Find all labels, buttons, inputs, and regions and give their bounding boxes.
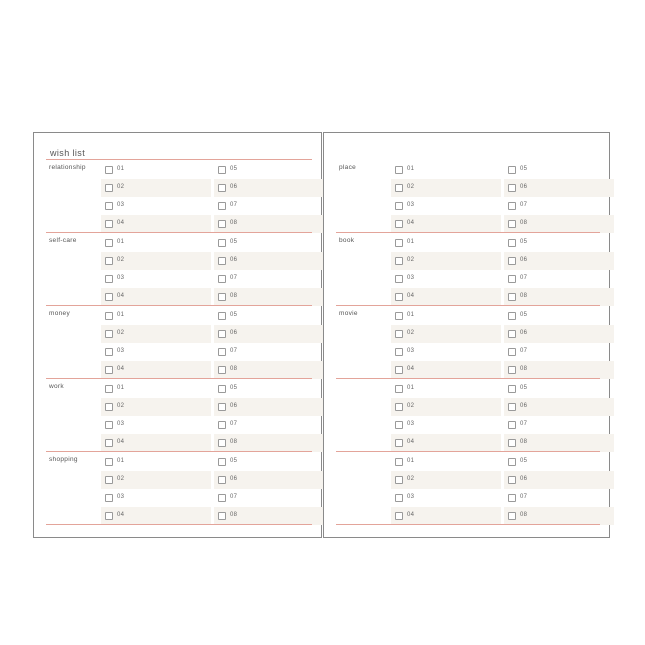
wish-item-row (391, 288, 501, 306)
item-number: 07 (520, 348, 528, 354)
checkbox[interactable] (105, 239, 113, 247)
checkbox[interactable] (105, 494, 113, 502)
wish-item-row (101, 252, 211, 270)
item-number: 08 (520, 220, 528, 226)
checkbox[interactable] (395, 439, 403, 447)
item-number: 06 (520, 184, 528, 190)
wish-item-row (391, 307, 501, 325)
checkbox[interactable] (218, 403, 226, 411)
checkbox[interactable] (395, 330, 403, 338)
checkbox[interactable] (218, 312, 226, 320)
wish-item-row (391, 179, 501, 197)
checkbox[interactable] (395, 239, 403, 247)
item-number: 03 (407, 275, 415, 281)
item-number: 03 (407, 494, 415, 500)
item-number: 08 (520, 366, 528, 372)
checkbox[interactable] (105, 403, 113, 411)
wish-item-row (101, 307, 211, 325)
checkbox[interactable] (218, 512, 226, 520)
section-label: relationship (49, 164, 86, 171)
item-number: 03 (117, 348, 125, 354)
item-number: 01 (117, 312, 125, 318)
item-number: 03 (117, 275, 125, 281)
checkbox[interactable] (508, 184, 516, 192)
item-number: 06 (230, 330, 238, 336)
item-number: 03 (117, 202, 125, 208)
item-number: 05 (520, 239, 528, 245)
wish-item-row (101, 179, 211, 197)
checkbox[interactable] (395, 385, 403, 393)
item-number: 04 (407, 366, 415, 372)
wish-item-row (101, 380, 211, 398)
checkbox[interactable] (105, 275, 113, 283)
item-number: 01 (407, 385, 415, 391)
wish-item-row (214, 325, 324, 343)
checkbox[interactable] (508, 494, 516, 502)
wish-item-row (391, 215, 501, 233)
checkbox[interactable] (508, 202, 516, 210)
item-number: 05 (230, 458, 238, 464)
item-number: 07 (230, 275, 238, 281)
item-number: 02 (117, 476, 125, 482)
wish-item-row (214, 179, 324, 197)
section-divider (46, 524, 312, 525)
section-label: book (339, 237, 355, 244)
item-number: 03 (407, 348, 415, 354)
wish-item-row (101, 161, 211, 179)
wish-item-row (101, 288, 211, 306)
wish-item-row (214, 343, 324, 361)
checkbox[interactable] (105, 458, 113, 466)
wish-item-row (214, 471, 324, 489)
checkbox[interactable] (105, 220, 113, 228)
wish-item-row (391, 398, 501, 416)
checkbox[interactable] (218, 275, 226, 283)
checkbox[interactable] (218, 476, 226, 484)
checkbox[interactable] (508, 330, 516, 338)
item-number: 01 (407, 458, 415, 464)
item-number: 08 (230, 293, 238, 299)
checkbox[interactable] (218, 439, 226, 447)
section-label: movie (339, 310, 358, 317)
checkbox[interactable] (218, 293, 226, 301)
wish-item-row (504, 343, 614, 361)
wish-item-row (101, 507, 211, 525)
item-number: 07 (230, 494, 238, 500)
checkbox[interactable] (395, 403, 403, 411)
checkbox[interactable] (218, 494, 226, 502)
item-number: 08 (520, 293, 528, 299)
item-number: 07 (520, 421, 528, 427)
item-number: 04 (407, 439, 415, 445)
item-number: 05 (520, 166, 528, 172)
checkbox[interactable] (508, 312, 516, 320)
checkbox[interactable] (508, 293, 516, 301)
right-section (336, 306, 600, 379)
wish-item-row (214, 307, 324, 325)
checkbox[interactable] (105, 257, 113, 265)
wish-item-row (214, 507, 324, 525)
item-number: 03 (117, 421, 125, 427)
checkbox[interactable] (395, 458, 403, 466)
item-number: 05 (230, 385, 238, 391)
checkbox[interactable] (395, 476, 403, 484)
wish-item-row (504, 161, 614, 179)
checkbox[interactable] (508, 257, 516, 265)
item-number: 06 (520, 476, 528, 482)
right-section (336, 233, 600, 306)
item-number: 04 (117, 366, 125, 372)
wish-item-row (214, 398, 324, 416)
item-number: 04 (117, 512, 125, 518)
wish-item-row (391, 234, 501, 252)
item-number: 02 (407, 403, 415, 409)
checkbox[interactable] (105, 476, 113, 484)
checkbox[interactable] (395, 293, 403, 301)
item-number: 06 (520, 257, 528, 263)
item-number: 04 (117, 293, 125, 299)
item-number: 02 (407, 257, 415, 263)
wish-item-row (101, 215, 211, 233)
wish-item-row (504, 270, 614, 288)
wish-item-row (214, 197, 324, 215)
item-number: 08 (230, 439, 238, 445)
left-section (46, 452, 312, 525)
item-number: 07 (230, 202, 238, 208)
wish-item-row (504, 453, 614, 471)
item-number: 06 (230, 476, 238, 482)
checkbox[interactable] (508, 166, 516, 174)
item-number: 01 (117, 166, 125, 172)
checkbox[interactable] (395, 312, 403, 320)
wish-item-row (504, 252, 614, 270)
item-number: 08 (230, 512, 238, 518)
wish-item-row (504, 361, 614, 379)
checkbox[interactable] (508, 239, 516, 247)
wish-item-row (214, 361, 324, 379)
checkbox[interactable] (508, 275, 516, 283)
wish-item-row (504, 434, 614, 452)
item-number: 01 (407, 166, 415, 172)
wish-item-row (101, 325, 211, 343)
wish-item-row (101, 361, 211, 379)
checkbox[interactable] (105, 202, 113, 210)
item-number: 02 (117, 330, 125, 336)
left-section (46, 160, 312, 233)
wish-item-row (504, 197, 614, 215)
section-label: work (49, 383, 64, 390)
checkbox[interactable] (218, 421, 226, 429)
checkbox[interactable] (105, 366, 113, 374)
item-number: 08 (230, 366, 238, 372)
item-number: 01 (117, 239, 125, 245)
wish-item-row (101, 453, 211, 471)
checkbox[interactable] (395, 366, 403, 374)
checkbox[interactable] (395, 202, 403, 210)
checkbox[interactable] (395, 421, 403, 429)
checkbox[interactable] (218, 220, 226, 228)
item-number: 02 (117, 403, 125, 409)
wish-item-row (101, 343, 211, 361)
checkbox[interactable] (105, 348, 113, 356)
item-number: 02 (407, 330, 415, 336)
right-page (323, 132, 610, 538)
section-label: self-care (49, 237, 77, 244)
item-number: 03 (117, 494, 125, 500)
checkbox[interactable] (508, 421, 516, 429)
wish-item-row (101, 489, 211, 507)
left-section (46, 379, 312, 452)
wish-item-row (391, 361, 501, 379)
wish-item-row (391, 416, 501, 434)
wish-item-row (391, 380, 501, 398)
item-number: 01 (117, 385, 125, 391)
item-number: 06 (230, 403, 238, 409)
checkbox[interactable] (105, 166, 113, 174)
checkbox[interactable] (508, 348, 516, 356)
item-number: 05 (520, 458, 528, 464)
wish-item-row (391, 471, 501, 489)
right-section (336, 379, 600, 452)
item-number: 04 (407, 220, 415, 226)
item-number: 05 (520, 385, 528, 391)
wish-item-row (214, 489, 324, 507)
wish-item-row (504, 398, 614, 416)
checkbox[interactable] (508, 458, 516, 466)
wish-item-row (214, 380, 324, 398)
wish-item-row (391, 270, 501, 288)
wish-item-row (214, 161, 324, 179)
wish-item-row (391, 161, 501, 179)
wish-item-row (504, 471, 614, 489)
item-number: 06 (520, 403, 528, 409)
checkbox[interactable] (218, 366, 226, 374)
left-page (33, 132, 322, 538)
wish-item-row (391, 343, 501, 361)
section-label: shopping (49, 456, 78, 463)
wish-item-row (504, 179, 614, 197)
wish-item-row (504, 307, 614, 325)
wish-item-row (391, 507, 501, 525)
item-number: 04 (407, 512, 415, 518)
item-number: 07 (520, 202, 528, 208)
checkbox[interactable] (218, 257, 226, 265)
section-divider (336, 524, 600, 525)
section-label: money (49, 310, 71, 317)
wish-item-row (214, 434, 324, 452)
item-number: 01 (407, 239, 415, 245)
checkbox[interactable] (508, 220, 516, 228)
wish-item-row (101, 234, 211, 252)
item-number: 07 (520, 275, 528, 281)
wish-item-row (214, 270, 324, 288)
item-number: 08 (230, 220, 238, 226)
wish-item-row (391, 197, 501, 215)
left-section (46, 233, 312, 306)
checkbox[interactable] (395, 494, 403, 502)
wish-item-row (101, 197, 211, 215)
checkbox[interactable] (395, 166, 403, 174)
wish-item-row (391, 434, 501, 452)
checkbox[interactable] (218, 458, 226, 466)
wish-item-row (101, 416, 211, 434)
wish-item-row (214, 234, 324, 252)
wish-item-row (504, 489, 614, 507)
checkbox[interactable] (395, 348, 403, 356)
item-number: 07 (230, 348, 238, 354)
wish-item-row (101, 434, 211, 452)
checkbox[interactable] (218, 184, 226, 192)
wish-item-row (214, 252, 324, 270)
wish-item-row (391, 453, 501, 471)
item-number: 03 (407, 421, 415, 427)
checkbox[interactable] (105, 330, 113, 338)
item-number: 08 (520, 512, 528, 518)
checkbox[interactable] (218, 385, 226, 393)
item-number: 04 (407, 293, 415, 299)
wish-item-row (504, 215, 614, 233)
wish-item-row (504, 325, 614, 343)
section-label: place (339, 164, 357, 171)
item-number: 07 (230, 421, 238, 427)
item-number: 06 (230, 184, 238, 190)
wish-item-row (214, 215, 324, 233)
item-number: 01 (407, 312, 415, 318)
checkbox[interactable] (105, 421, 113, 429)
checkbox[interactable] (395, 220, 403, 228)
checkbox[interactable] (218, 330, 226, 338)
checkbox[interactable] (395, 184, 403, 192)
page-title: wish list (50, 148, 86, 158)
wish-item-row (504, 288, 614, 306)
item-number: 02 (117, 184, 125, 190)
wish-item-row (214, 416, 324, 434)
checkbox[interactable] (395, 257, 403, 265)
item-number: 05 (230, 239, 238, 245)
left-section (46, 306, 312, 379)
wish-item-row (391, 252, 501, 270)
checkbox[interactable] (508, 512, 516, 520)
checkbox[interactable] (508, 476, 516, 484)
item-number: 05 (230, 312, 238, 318)
wish-item-row (504, 380, 614, 398)
checkbox[interactable] (105, 385, 113, 393)
item-number: 05 (520, 312, 528, 318)
checkbox[interactable] (218, 348, 226, 356)
item-number: 05 (230, 166, 238, 172)
item-number: 02 (407, 184, 415, 190)
item-number: 08 (520, 439, 528, 445)
checkbox[interactable] (105, 512, 113, 520)
item-number: 02 (407, 476, 415, 482)
checkbox[interactable] (508, 366, 516, 374)
checkbox[interactable] (395, 512, 403, 520)
wish-item-row (101, 471, 211, 489)
item-number: 03 (407, 202, 415, 208)
checkbox[interactable] (105, 184, 113, 192)
checkbox[interactable] (218, 166, 226, 174)
wish-item-row (214, 288, 324, 306)
item-number: 07 (520, 494, 528, 500)
checkbox[interactable] (105, 293, 113, 301)
checkbox[interactable] (508, 403, 516, 411)
checkbox[interactable] (105, 312, 113, 320)
checkbox[interactable] (218, 202, 226, 210)
right-section (336, 160, 600, 233)
wish-item-row (214, 453, 324, 471)
wish-item-row (391, 325, 501, 343)
item-number: 01 (117, 458, 125, 464)
item-number: 06 (230, 257, 238, 263)
wish-item-row (504, 507, 614, 525)
checkbox[interactable] (508, 385, 516, 393)
right-section (336, 452, 600, 525)
checkbox[interactable] (508, 439, 516, 447)
item-number: 04 (117, 439, 125, 445)
wish-item-row (101, 398, 211, 416)
item-number: 02 (117, 257, 125, 263)
checkbox[interactable] (395, 275, 403, 283)
checkbox[interactable] (218, 239, 226, 247)
item-number: 04 (117, 220, 125, 226)
item-number: 06 (520, 330, 528, 336)
checkbox[interactable] (105, 439, 113, 447)
wish-item-row (504, 416, 614, 434)
wish-item-row (101, 270, 211, 288)
wish-item-row (504, 234, 614, 252)
wish-item-row (391, 489, 501, 507)
